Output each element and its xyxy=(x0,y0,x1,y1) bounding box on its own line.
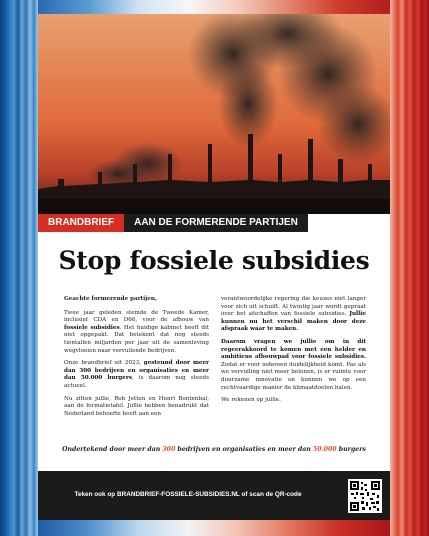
letter-body xyxy=(64,296,366,423)
banner-tag: BRANDBRIEF xyxy=(38,214,124,232)
letter-card xyxy=(38,14,390,520)
signatories-line: Ondertekend door meer dan 300 bedrijven en organisaties en meer dan 50.000 burgers xyxy=(62,446,366,453)
qr-code-icon[interactable] xyxy=(348,479,382,513)
headline: Stop fossiele subsidies xyxy=(58,246,370,275)
paragraph: Daarom vragen we jullie om in dit regeerakkoord te komen met een helder en ambitieus afbouwpad voor fossiele subsidies. Zodat er voor iedereen duidelijkheid komt. Pas als we vervuiling niet meer belonen, is er ruimte voor duurzame innovatie en kunnen we op een rechtvaardige manier de klimaatdoelen halen. xyxy=(221,338,366,391)
warming-stripes-bottom xyxy=(38,520,390,536)
banner-subtitle: AAN DE FORMERENDE PARTIJEN xyxy=(124,214,308,232)
closing: We rekenen op jullie. xyxy=(221,397,281,404)
footer-text: Teken ook op BRANDBRIEF-FOSSIELE-SUBSIDIES.NL of scan de QR-code xyxy=(74,491,302,498)
paragraph: verantwoordelijke regering die keuzes niet langer voor zich uit schuift. Al twintig jaar wordt gepraat over het afschaffen van fossiele subsidies. Jullie kunnen nu het verschil maken door deze afspraak waar te maken. xyxy=(221,296,366,333)
paragraph: Nu zitten jullie, Rob Jetten en Henri Bontenbal, aan de formatietafel. Jullie hebben benadrukt dat Nederland behoefte heeft aan een xyxy=(64,395,209,417)
paragraph: Onze brandbrief uit 2023, gesteund door meer dan 300 bedrijven en organisaties en meer dan 50.000 burgers, is daarom nog steeds actueel. xyxy=(64,360,209,389)
salutation: Geachte formerende partijen, xyxy=(64,296,157,302)
website-link[interactable]: BRANDBRIEF-FOSSIELE-SUBSIDIES.NL xyxy=(116,491,240,498)
letter-column-right xyxy=(221,296,366,423)
footer-cta xyxy=(38,471,390,520)
warming-stripes-top xyxy=(38,0,390,14)
letter-column-left xyxy=(64,296,209,423)
paragraph: Twee jaar geleden stemde de Tweede Kamer, inclusief CDA en D66, voor de afbouw van fossiele subsidies. Het huidige kabinet heeft dit niet opgepakt. Dat betekent dat nog steeds tientallen miljarden per jaar uit de samenleving wegvloeien naar vervuilende bedrijven. xyxy=(64,309,209,354)
industrial-smoke-photo xyxy=(38,14,390,214)
banner xyxy=(38,214,308,232)
